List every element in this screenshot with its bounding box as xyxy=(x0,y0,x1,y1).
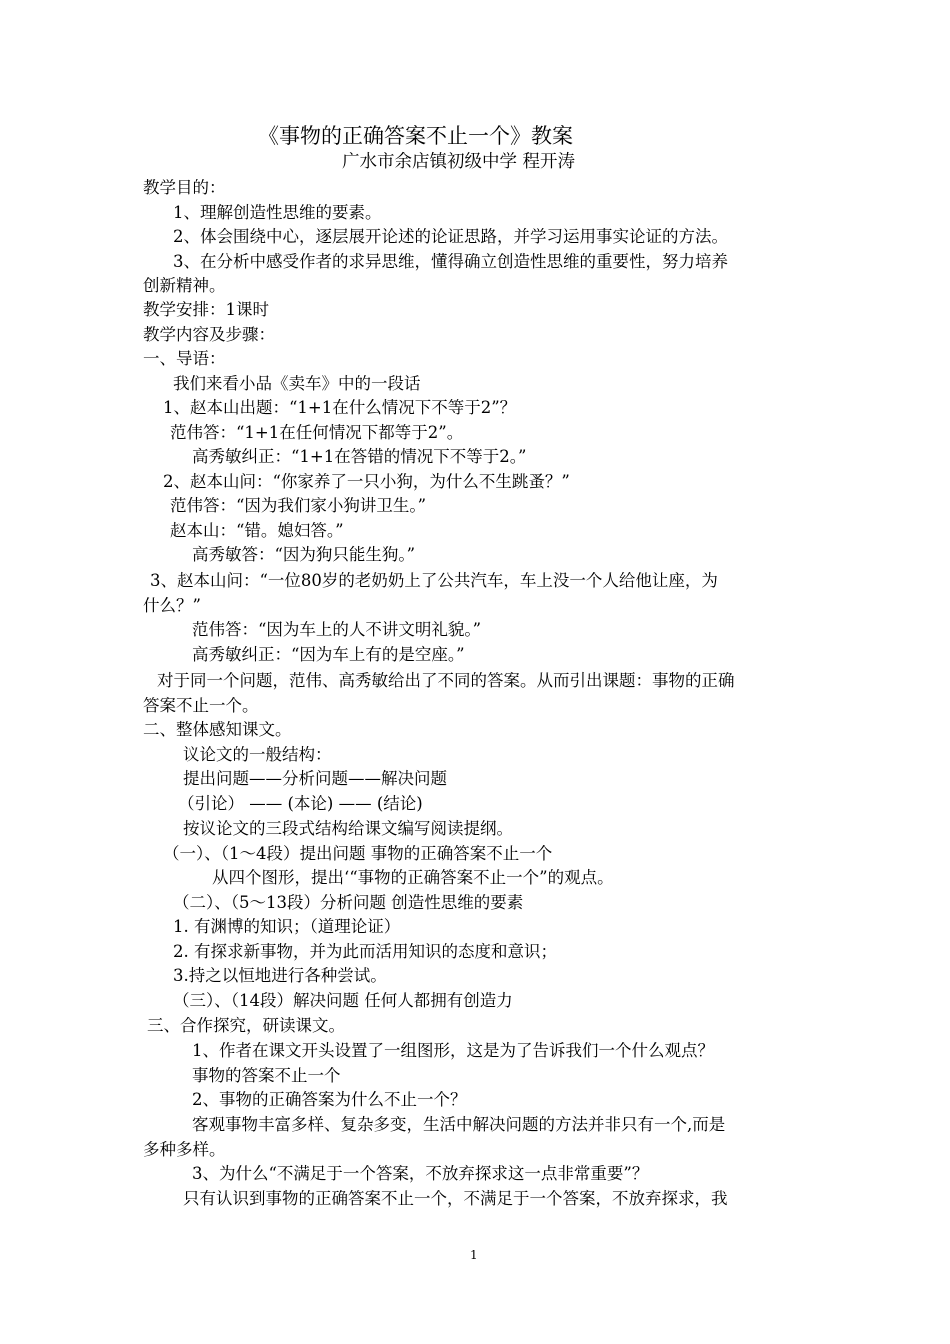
text-line: 多种多样。 xyxy=(143,1140,226,1159)
text-line: 3.持之以恒地进行各种尝试。 xyxy=(173,966,387,985)
text-line: 三、合作探究，研读课文。 xyxy=(147,1016,345,1035)
text-line: 什么？” xyxy=(143,596,201,615)
text-line: 3、赵本山问：“一位80岁的老奶奶上了公共汽车，车上没一个人给他让座，为 xyxy=(150,571,718,590)
text-line: 高秀敏纠正：“1+1在答错的情况下不等于2。” xyxy=(192,447,527,466)
text-line: 客观事物丰富多样、复杂多变，生活中解决问题的方法并非只有一个,而是 xyxy=(192,1115,726,1134)
text-line: 答案不止一个。 xyxy=(143,696,259,715)
text-line: （二）、（5～13段）分析问题 创造性思维的要素 xyxy=(173,893,524,912)
text-line: 2、赵本山问：“你家养了一只小狗，为什么不生跳蚤？” xyxy=(163,472,570,491)
text-line: 2、事物的正确答案为什么不止一个？ xyxy=(192,1090,467,1109)
text-line: 1、赵本山出题：“1+1在什么情况下不等于2”？ xyxy=(163,398,517,417)
text-line: 1. 有渊博的知识；（道理论证） xyxy=(173,917,401,936)
document-author: 广水市余店镇初级中学 程开涛 xyxy=(342,152,576,172)
text-line: （引论） —— (本论) —— (结论) xyxy=(178,794,423,813)
document-title: 《事物的正确答案不止一个》教案 xyxy=(258,124,573,148)
page-number: 1 xyxy=(470,1248,478,1262)
text-line: 提出问题——分析问题——解决问题 xyxy=(183,769,447,788)
text-line: （一）、（1～4段）提出问题 事物的正确答案不止一个 xyxy=(163,844,553,863)
text-line: 教学目的： xyxy=(143,178,226,197)
text-line: 创新精神。 xyxy=(143,276,226,295)
text-line: 议论文的一般结构： xyxy=(183,745,332,764)
text-line: （三）、（14段）解决问题 任何人都拥有创造力 xyxy=(173,991,513,1010)
text-line: 按议论文的三段式结构给课文编写阅读提纲。 xyxy=(183,819,513,838)
text-line: 范伟答：“因为我们家小狗讲卫生。” xyxy=(170,496,427,515)
text-line: 一、导语： xyxy=(143,349,226,368)
text-line: 高秀敏答：“因为狗只能生狗。” xyxy=(192,545,416,564)
text-line: 2、体会围绕中心，逐层展开论述的论证思路，并学习运用事实论证的方法。 xyxy=(173,227,728,246)
text-line: 范伟答：“1+1在任何情况下都等于2”。 xyxy=(170,423,464,442)
text-line: 2. 有探求新事物，并为此而活用知识的态度和意识； xyxy=(173,942,557,961)
text-line: 对于同一个问题，范伟、高秀敏给出了不同的答案。从而引出课题：事物的正确 xyxy=(157,671,735,690)
text-line: 3、在分析中感受作者的求异思维，懂得确立创造性思维的重要性，努力培养 xyxy=(173,252,728,271)
text-line: 1、作者在课文开头设置了一组图形，这是为了告诉我们一个什么观点？ xyxy=(192,1041,714,1060)
text-line: 教学安排：1课时 xyxy=(143,300,269,319)
text-line: 从四个图形，提出‘“事物的正确答案不止一个”的观点。 xyxy=(212,868,614,887)
text-line: 高秀敏纠正：“因为车上有的是空座。” xyxy=(192,645,465,664)
text-line: 教学内容及步骤： xyxy=(143,325,275,344)
text-line: 范伟答：“因为车上的人不讲文明礼貌。” xyxy=(192,620,482,639)
text-line: 二、整体感知课文。 xyxy=(143,720,292,739)
text-line: 赵本山：“错。媳妇答。” xyxy=(170,521,344,540)
text-line: 事物的答案不止一个 xyxy=(192,1066,341,1085)
text-line: 1、理解创造性思维的要素。 xyxy=(173,203,382,222)
text-line: 只有认识到事物的正确答案不止一个，不满足于一个答案，不放弃探求，我 xyxy=(183,1189,728,1208)
text-line: 我们来看小品《卖车》中的一段话 xyxy=(173,374,421,393)
text-line: 3、为什么“不满足于一个答案，不放弃探求这一点非常重要”？ xyxy=(192,1164,649,1183)
